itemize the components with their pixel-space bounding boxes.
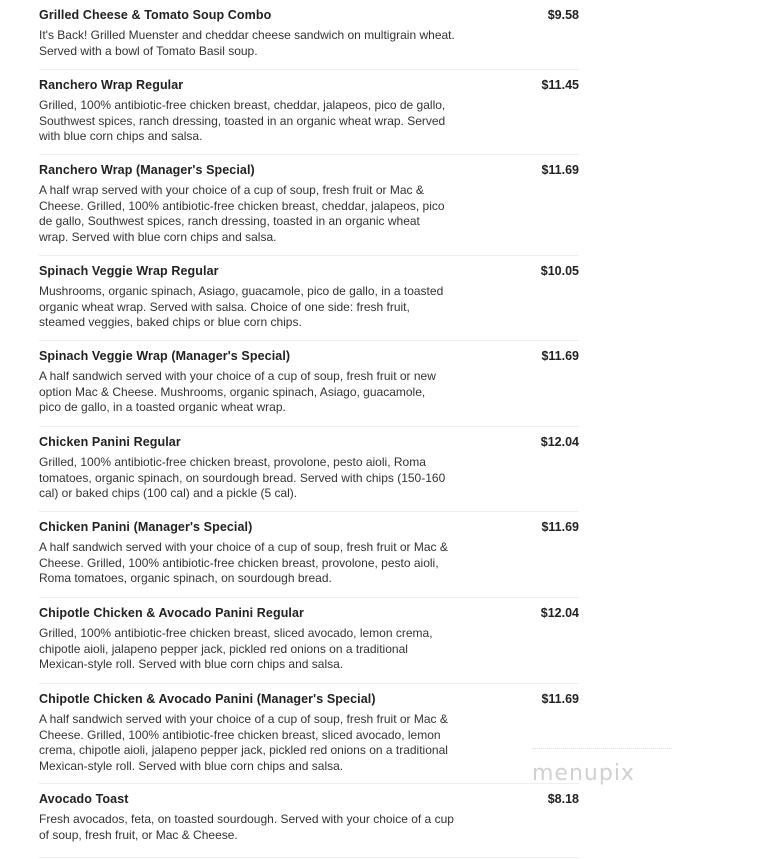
menu-item-price: $11.69 xyxy=(541,163,579,177)
description-line: Grilled, 100% antibiotic-free chicken breast, sliced avocado, lemon crema, xyxy=(39,626,433,640)
description-line: with blue corn chips and salsa. xyxy=(39,129,203,143)
menu-item-description xyxy=(39,183,479,245)
description-line: Mushrooms, organic spinach, Asiago, guacamole, pico de gallo, in a toasted xyxy=(39,284,444,298)
menu-item xyxy=(39,512,579,598)
menu-item-description xyxy=(39,98,479,145)
menu-item-header xyxy=(39,78,579,98)
description-line: A half sandwich served with your choice of a cup of soup, fresh fruit or Mac & xyxy=(39,540,448,554)
description-line: wrap. Served with blue corn chips and salsa. xyxy=(39,229,277,244)
menu-item-description xyxy=(39,812,479,843)
menu-item-description xyxy=(39,455,479,502)
menu-item-price: $11.69 xyxy=(541,692,579,706)
menu-item-name: Chipotle Chicken & Avocado Panini (Manager's Special) xyxy=(39,692,376,706)
description-line: Mexican-style roll. Served with blue corn chips and salsa. xyxy=(39,758,344,773)
menu-item-header xyxy=(39,520,579,540)
menu-item-description xyxy=(39,369,479,416)
description-line: crema, chipotle aioli, jalapeno pepper jack, pickled red onions on a traditional xyxy=(39,743,448,757)
description-line: of soup, fresh fruit, or Mac & Cheese. xyxy=(39,827,238,842)
menu-item xyxy=(39,684,579,784)
description-line: de gallo, Southwest spices, ranch dressing, toasted in an organic wheat xyxy=(39,214,420,228)
description-line: Cheese. Grilled, 100% antibiotic-free chicken breast, sliced avocado, lemon xyxy=(39,727,441,742)
menu-item-description xyxy=(39,28,479,59)
description-line: organic wheat wrap. Served with salsa. Choice of one side: fresh fruit, xyxy=(39,299,410,314)
menu-item-description xyxy=(39,284,479,331)
menu-item-description xyxy=(39,712,479,774)
description-line: pico de gallo, in a toasted organic wheat wrap. xyxy=(39,400,286,414)
description-line: Cheese. Grilled, 100% antibiotic-free chicken breast, provolone, pesto aioli, xyxy=(39,555,439,570)
menu-item-name: Ranchero Wrap Regular xyxy=(39,78,184,92)
description-line: A half wrap served with your choice of a cup of soup, fresh fruit or Mac & xyxy=(39,183,424,197)
menu-item-header xyxy=(39,163,579,183)
menu-item-header xyxy=(39,606,579,626)
menu-item-name: Chicken Panini (Manager's Special) xyxy=(39,520,253,534)
menu-item-name: Chicken Panini Regular xyxy=(39,435,181,449)
menu-item-price: $11.45 xyxy=(541,78,579,92)
menu-item-name: Avocado Toast xyxy=(39,792,129,806)
description-line: Cheese. Grilled, 100% antibiotic-free chicken breast, cheddar, jalapeos, pico xyxy=(39,198,445,213)
description-line: Fresh avocados, feta, on toasted sourdough. Served with your choice of a cup xyxy=(39,812,454,826)
menu-item-name: Spinach Veggie Wrap (Manager's Special) xyxy=(39,349,291,363)
menu-item-price: $12.04 xyxy=(540,435,579,449)
menu-item-price: $11.69 xyxy=(541,349,579,363)
menu-item xyxy=(39,784,579,858)
description-line: chipotle aioli, jalapeno pepper jack, pickled red onions on a traditional xyxy=(39,641,408,656)
menu-item-header xyxy=(39,8,579,28)
menu-item-header xyxy=(39,792,579,812)
description-line: Mexican-style roll. Served with blue corn chips and salsa. xyxy=(39,657,344,671)
description-line: Roma tomatoes, organic spinach, on sourdough bread. xyxy=(39,571,332,585)
menu-item xyxy=(39,341,579,427)
menu-item xyxy=(39,256,579,341)
description-line: Grilled, 100% antibiotic-free chicken breast, cheddar, jalapeos, pico de gallo, xyxy=(39,98,446,112)
menu-item-name: Spinach Veggie Wrap Regular xyxy=(39,264,219,278)
description-line: steamed veggies, baked chips or blue corn chips. xyxy=(39,315,302,329)
description-line: A half sandwich served with your choice of a cup of soup, fresh fruit or new xyxy=(39,369,436,383)
menu-item-description xyxy=(39,626,479,673)
menu-item xyxy=(39,427,579,512)
description-line: A half sandwich served with your choice of a cup of soup, fresh fruit or Mac & xyxy=(39,712,448,726)
menu-item-price: $12.04 xyxy=(540,606,579,620)
menu-item xyxy=(39,70,579,155)
menu-item xyxy=(39,0,579,70)
menu-item-name: Grilled Cheese & Tomato Soup Combo xyxy=(39,8,272,22)
description-line: cal) or baked chips (100 cal) and a pickle (5 cal). xyxy=(39,486,298,500)
description-line: tomatoes, organic spinach, on sourdough bread. Served with chips (150-160 xyxy=(39,470,446,485)
menu-item-description xyxy=(39,540,479,587)
menu-item-header xyxy=(39,349,579,369)
description-line: Grilled, 100% antibiotic-free chicken breast, provolone, pesto aioli, Roma xyxy=(39,455,426,469)
menu-item-price: $9.58 xyxy=(547,8,579,22)
menu-item-price: $8.18 xyxy=(547,792,579,806)
menu-item-name: Chipotle Chicken & Avocado Panini Regular xyxy=(39,606,305,620)
menu-item-header xyxy=(39,692,579,712)
description-line: Southwest spices, ranch dressing, toasted in an organic wheat wrap. Served xyxy=(39,113,446,128)
menu-item-name: Ranchero Wrap (Manager's Special) xyxy=(39,163,255,177)
description-line: It's Back! Grilled Muenster and cheddar cheese sandwich on multigrain wheat. xyxy=(39,28,455,42)
menu-item-header xyxy=(39,264,579,284)
menupix-watermark: menupix xyxy=(532,748,672,792)
description-line: Served with a bowl of Tomato Basil soup. xyxy=(39,43,258,58)
menu-item-price: $10.05 xyxy=(540,264,579,278)
description-line: option Mac & Cheese. Mushrooms, organic spinach, Asiago, guacamole, xyxy=(39,384,426,399)
menu-item-header xyxy=(39,435,579,455)
menu-item xyxy=(39,155,579,256)
menu-item-price: $11.69 xyxy=(541,520,579,534)
menu-item xyxy=(39,598,579,684)
